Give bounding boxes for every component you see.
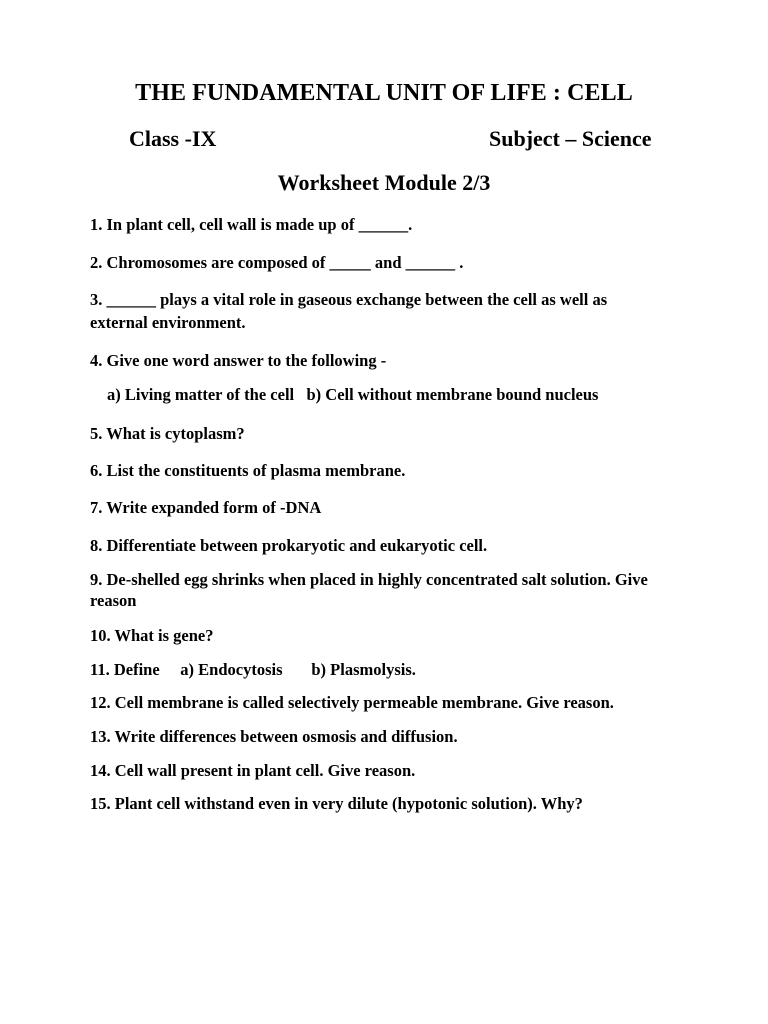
question-4: 4. Give one word answer to the following - [90, 351, 387, 370]
question-1: 1. In plant cell, cell wall is made up of ______. [90, 215, 413, 234]
question-4-options: a) Living matter of the cell b) Cell without membrane bound nucleus [107, 385, 599, 404]
question-2: 2. Chromosomes are composed of _____ and ______ . [90, 253, 464, 272]
question-13: 13. Write differences between osmosis and diffusion. [90, 727, 458, 746]
question-5: 5. What is cytoplasm? [90, 424, 245, 443]
question-8: 8. Differentiate between prokaryotic and eukaryotic cell. [90, 536, 488, 555]
question-15: 15. Plant cell withstand even in very dilute (hypotonic solution). Why? [90, 794, 583, 813]
worksheet-title: THE FUNDAMENTAL UNIT OF LIFE : CELL [135, 80, 633, 106]
question-6: 6. List the constituents of plasma membrane. [90, 461, 406, 480]
question-9: 9. De-shelled egg shrinks when placed in highly concentrated salt solution. Give reason [90, 570, 652, 610]
question-10: 10. What is gene? [90, 626, 214, 645]
question-7: 7. Write expanded form of -DNA [90, 498, 322, 517]
question-14: 14. Cell wall present in plant cell. Give reason. [90, 761, 416, 780]
class-label: Class -IX [129, 126, 217, 151]
question-12: 12. Cell membrane is called selectively permeable membrane. Give reason. [90, 693, 614, 712]
question-3: 3. ______ plays a vital role in gaseous exchange between the cell as well as external environment. [90, 290, 612, 332]
subject-label: Subject – Science [489, 126, 652, 151]
module-label: Worksheet Module 2/3 [277, 170, 491, 195]
question-11: 11. Define a) Endocytosis b) Plasmolysis. [90, 660, 416, 679]
